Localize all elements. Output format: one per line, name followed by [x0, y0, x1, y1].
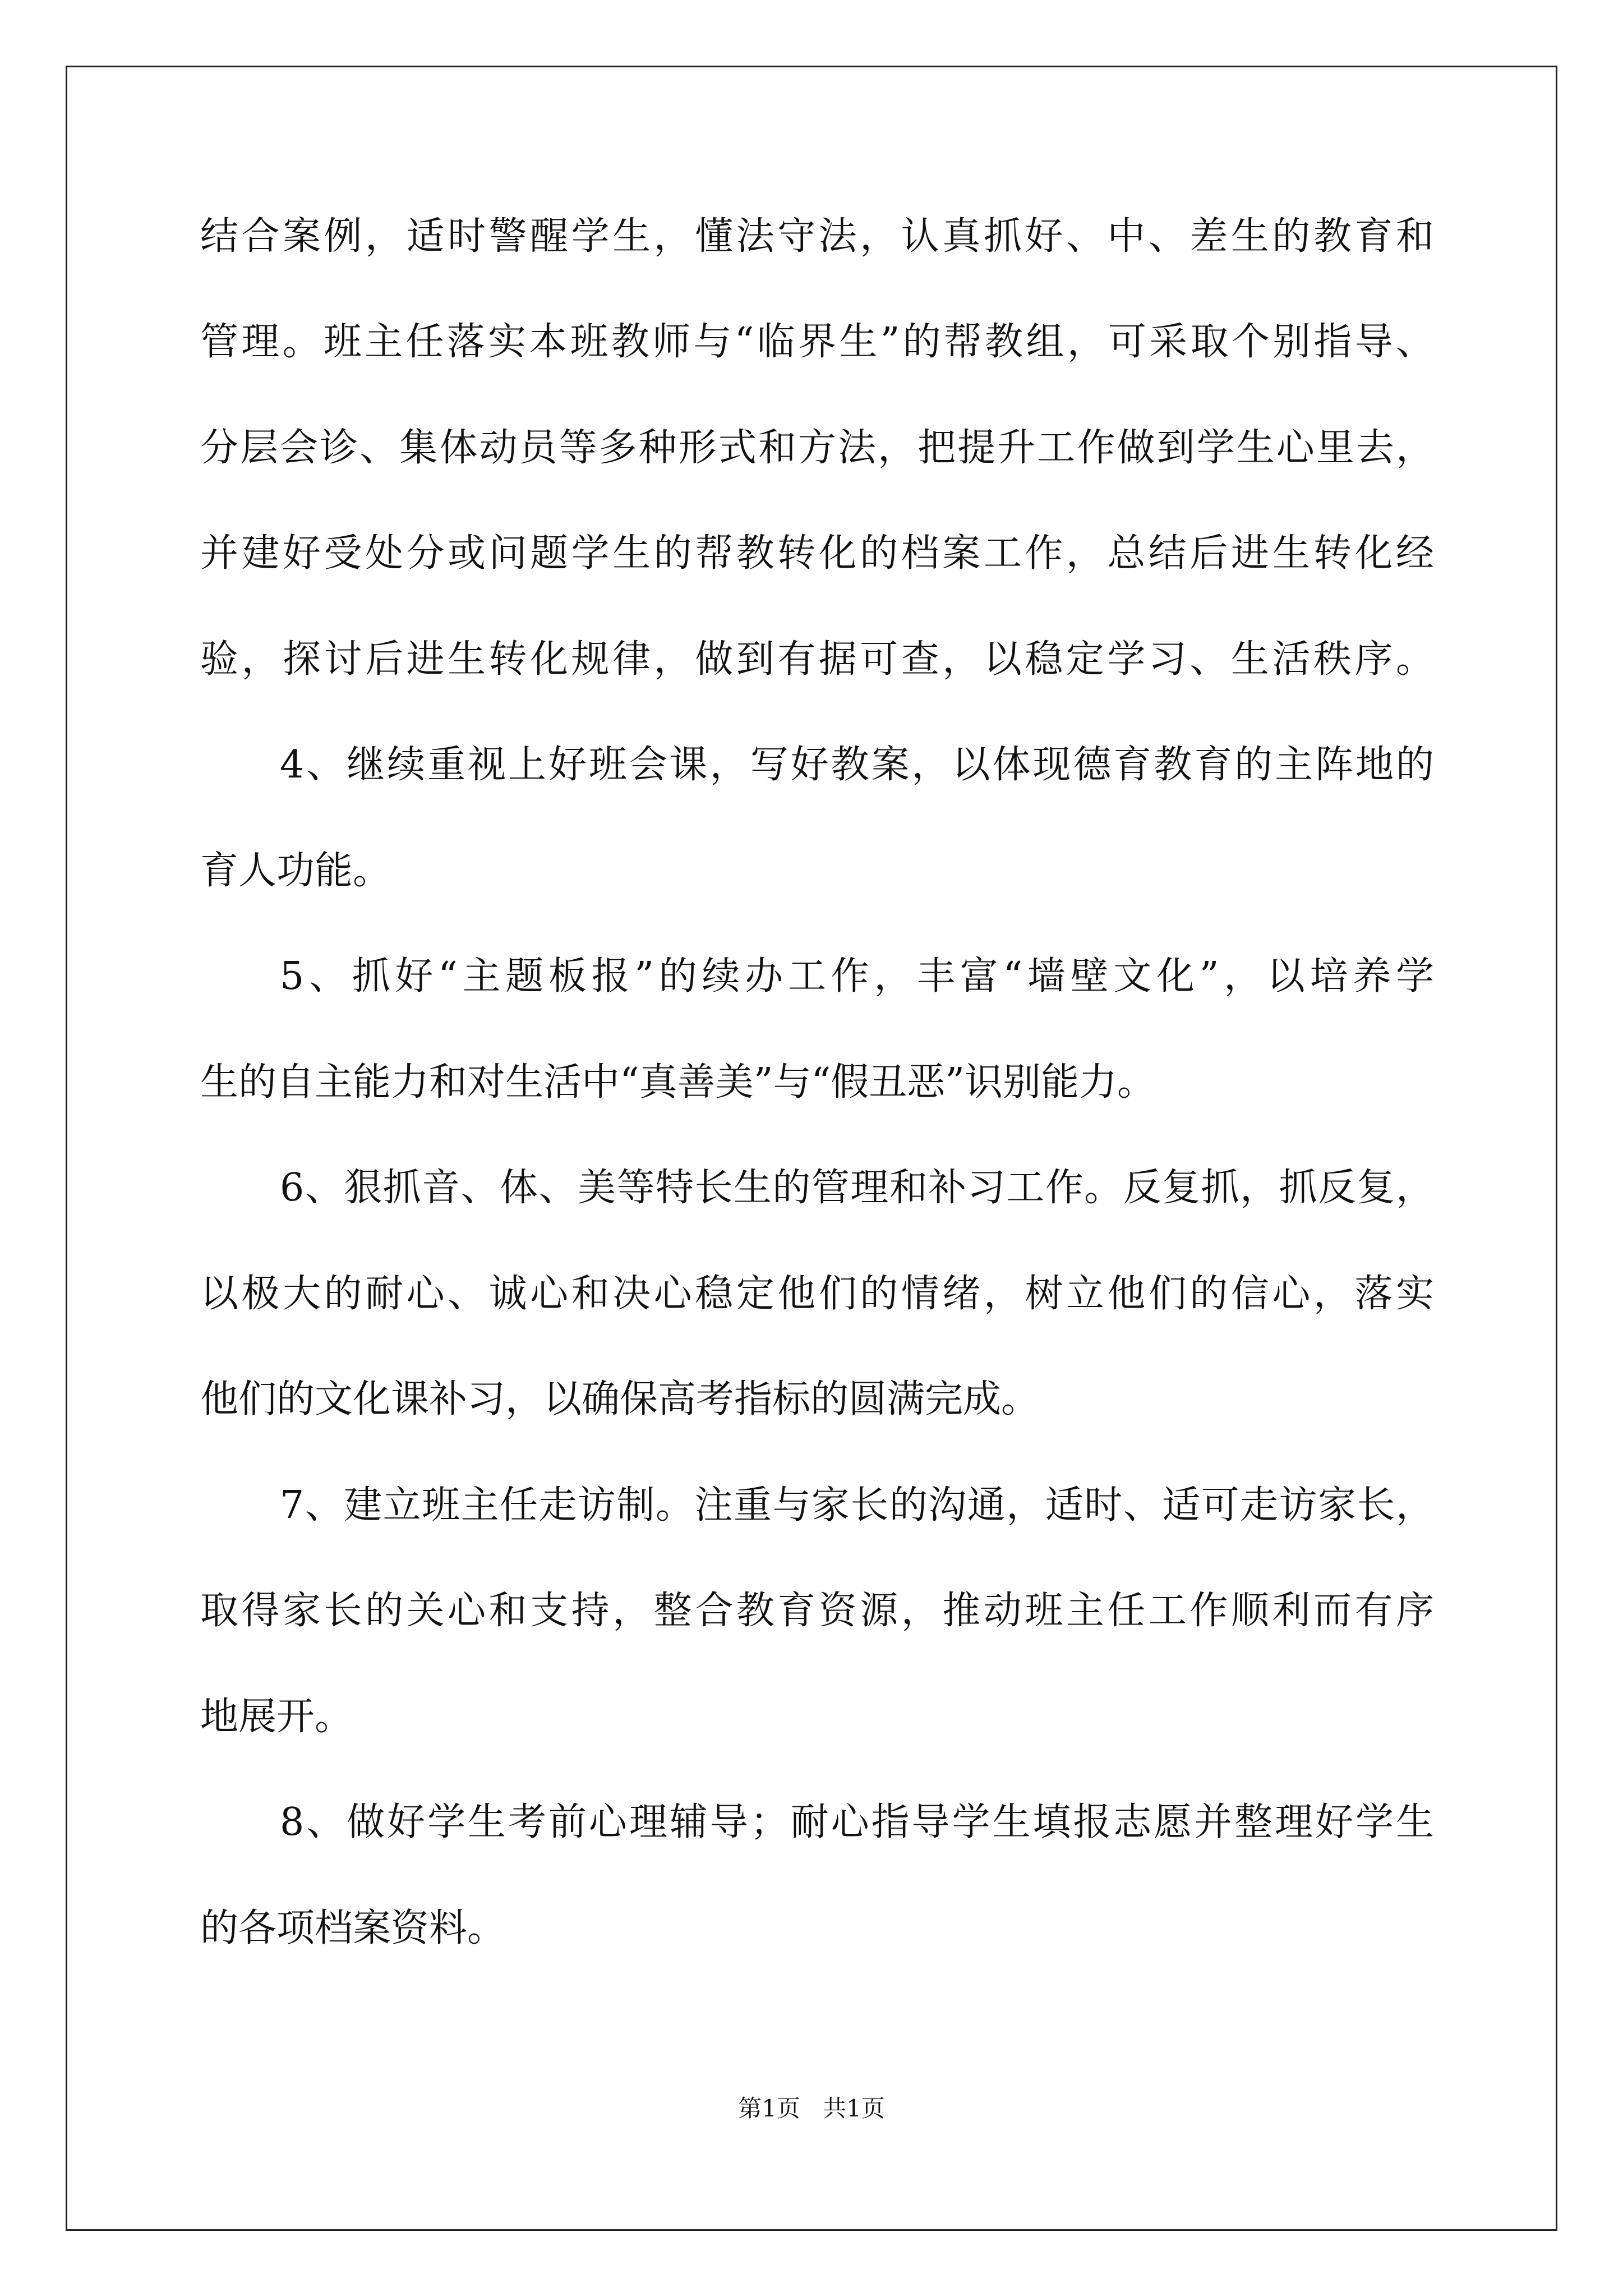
text-line: 验，探讨后进生转化规律，做到有据可查，以稳定学习、生活秩序。	[200, 637, 1434, 682]
paragraph-7-start: 7、建立班主任走访制。注重与家长的沟通，适时、适可走访家长，	[280, 1483, 1434, 1527]
paragraph-4-start: 4、继续重视上好班会课，写好教案，以体现德育教育的主阵地的	[280, 743, 1434, 787]
paragraph-6-start: 6、狠抓音、体、美等特长生的管理和补习工作。反复抓，抓反复，	[280, 1166, 1434, 1210]
text-line: 以极大的耐心、诚心和决心稳定他们的情绪，树立他们的信心，落实	[200, 1272, 1434, 1316]
paragraph-8-start: 8、做好学生考前心理辅导；耐心指导学生填报志愿并整理好学生	[280, 1800, 1434, 1844]
text-line: 取得家长的关心和支持，整合教育资源，推动班主任工作顺利而有序	[200, 1589, 1434, 1633]
text-line: 结合案例，适时警醒学生，懂法守法，认真抓好、中、差生的教育和	[200, 214, 1434, 259]
page-number: 第1页	[738, 2095, 800, 2122]
page-footer	[0, 2095, 1623, 2123]
text-line: 他们的文化课补习，以确保高考指标的圆满完成。	[200, 1377, 1040, 1421]
text-line: 分层会诊、集体动员等多种形式和方法，把提升工作做到学生心里去，	[200, 426, 1434, 470]
text-line: 并建好受处分或问题学生的帮教转化的档案工作，总结后进生转化经	[200, 531, 1434, 576]
paragraph-5-start: 5、抓好“主题板报”的续办工作，丰富“墙壁文化”，以培养学	[280, 954, 1434, 999]
text-line: 管理。班主任落实本班教师与“临界生”的帮教组，可采取个别指导、	[200, 320, 1434, 364]
text-line: 的各项档案资料。	[200, 1906, 506, 1950]
text-line: 生的自主能力和对生活中“真善美”与“假丑恶”识别能力。	[200, 1060, 1156, 1105]
text-line: 育人功能。	[200, 849, 391, 893]
text-line: 地展开。	[200, 1695, 353, 1739]
page-total: 共1页	[823, 2095, 885, 2122]
